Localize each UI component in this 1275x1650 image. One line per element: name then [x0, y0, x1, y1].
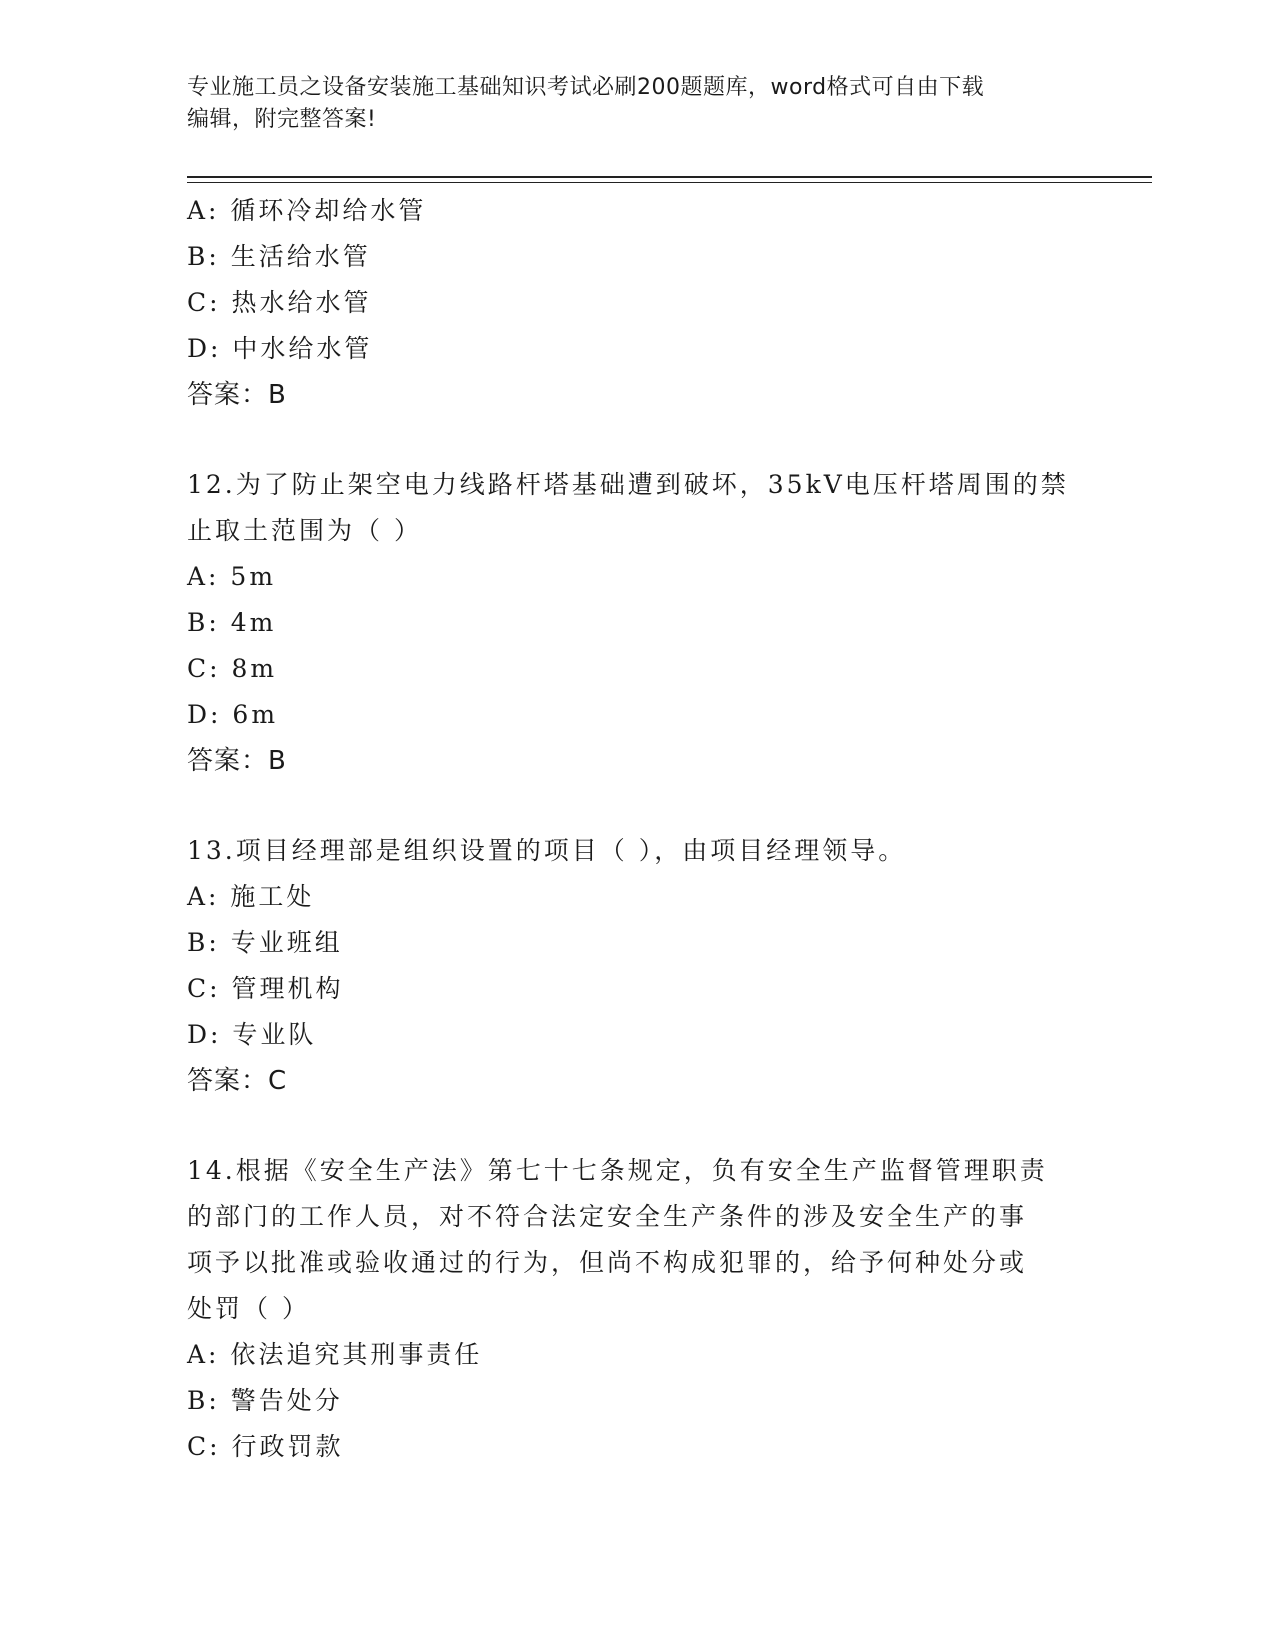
question-text-line: 止取土范围为（ ）	[187, 516, 422, 545]
answer-line: 答案：C	[187, 1066, 288, 1096]
option-c: C: 行政罚款	[187, 1432, 344, 1461]
option-b: B: 4m	[187, 608, 277, 637]
spacer	[187, 784, 1087, 828]
question-text-line: 项予以批准或验收通过的行为，但尚不构成犯罪的，给予何种处分或	[187, 1248, 1028, 1277]
option-a: A: 施工处	[187, 882, 315, 911]
option-c: C: 8m	[187, 654, 278, 683]
option-d: D: 6m	[187, 700, 279, 729]
option-a: A: 依法追究其刑事责任	[187, 1340, 483, 1369]
question-12	[187, 462, 1087, 784]
question-content	[187, 188, 1087, 1470]
option-d: D: 中水给水管	[187, 334, 373, 363]
question-11	[187, 188, 1087, 418]
question-text-line: 13.项目经理部是组织设置的项目（ ），由项目经理领导。	[187, 836, 907, 865]
spacer	[187, 1104, 1087, 1148]
option-a: A: 5m	[187, 562, 277, 591]
question-text-line: 14.根据《安全生产法》第七十七条规定，负有安全生产监督管理职责	[187, 1156, 1048, 1185]
option-b: B: 专业班组	[187, 928, 343, 957]
option-a: A: 循环冷却给水管	[187, 196, 427, 225]
question-14	[187, 1148, 1087, 1470]
answer-line: 答案：B	[187, 380, 287, 410]
question-text-line: 的部门的工作人员，对不符合法定安全生产条件的涉及安全生产的事	[187, 1202, 1028, 1231]
header-rule-thin	[187, 182, 1152, 183]
header-line-2: 编辑，附完整答案!	[187, 107, 377, 132]
header-line-1: 专业施工员之设备安装施工基础知识考试必刷200题题库，word格式可自由下载	[187, 75, 985, 100]
answer-line: 答案：B	[187, 746, 287, 776]
question-text-line: 处罚（ ）	[187, 1294, 310, 1323]
option-b: B: 警告处分	[187, 1386, 343, 1415]
option-d: D: 专业队	[187, 1020, 317, 1049]
question-text-line: 12.为了防止架空电力线路杆塔基础遭到破坏，35kV电压杆塔周围的禁	[187, 470, 1069, 499]
question-13	[187, 828, 1087, 1104]
header-rule-thick	[187, 176, 1152, 178]
option-c: C: 热水给水管	[187, 288, 372, 317]
spacer	[187, 418, 1087, 462]
option-b: B: 生活给水管	[187, 242, 371, 271]
option-c: C: 管理机构	[187, 974, 344, 1003]
document-header	[187, 72, 1067, 136]
